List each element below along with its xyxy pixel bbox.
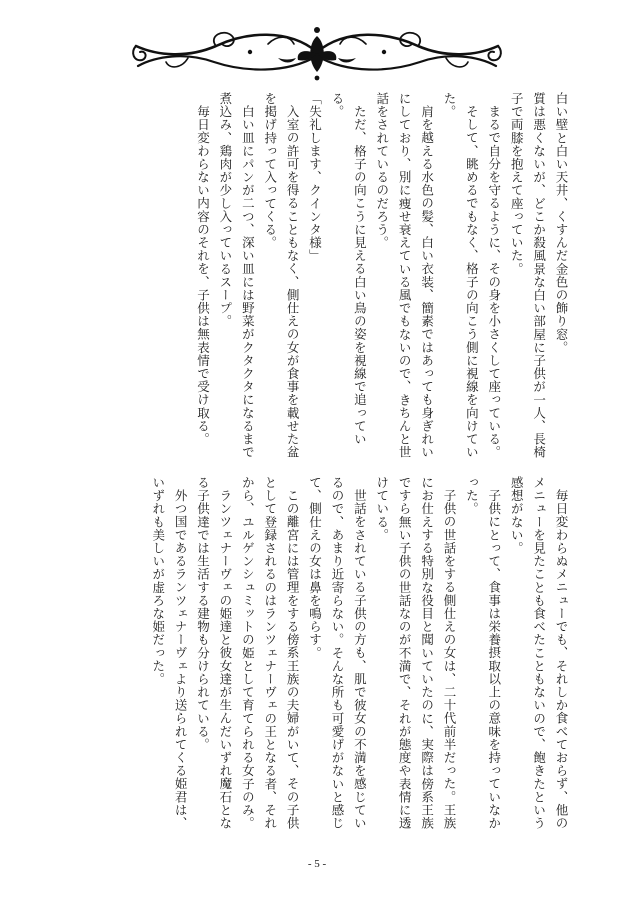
paragraph: 世話をされている子供の方も、肌で彼女の不満を感じているので、あまり近寄らない。そんな所も可愛げがないと感じて、側仕えの女は鼻を鳴らす。	[307, 476, 368, 830]
paragraph: 肩を越える水色の髪、白い衣装、簡素ではあっても身ぎれいにしており、別に痩せ衰えている風でもないので、きちんと世話をされているのだろう。	[374, 92, 435, 459]
paragraph: 白い皿にパンが二つ、深い皿には野菜がクタクタになるまで煮込み、鶏肉が少し入っているスープ。	[217, 92, 256, 459]
paragraph: 子供にとって、食事は栄養摂取以上の意味を持っていなかった。	[464, 476, 502, 830]
paragraph: 外つ国であるランツェナーヴェより送られてくる姫君は、いずれも美しいが虚ろな姫だった。	[150, 476, 189, 830]
paragraph: 毎日変わらない内容のそれを、子供は無表情で受け取る。	[195, 104, 211, 446]
paragraph: 入室の許可を得ることもなく、側仕えの女が食事を載せた盆を掲げ持って入ってくる。	[262, 92, 301, 459]
paragraph: ただ、格子の向こうに見える白い鳥の姿を視線で追っている。	[329, 92, 368, 446]
upper-text-block	[92, 92, 572, 460]
paragraph: 子供の世話をする側仕えの女は、二十代前半だった。王族にお仕えする特別な役目と聞いていたのに、実際は傍系王族ですら無い子供の世話なのが不満で、それが態度や表情に透けている。	[374, 476, 457, 830]
lower-text-block	[72, 476, 572, 840]
paragraph: 白い壁と白い天井、くすんだ金色の飾り窓。	[554, 92, 569, 354]
paragraph: そして、眺めるでもなく、格子の向こう側に視線を向けていた。	[441, 92, 480, 459]
decorative-ornament	[128, 22, 506, 84]
page-number: - 5 -	[307, 858, 327, 870]
paragraph: 毎日変わらぬメニューでも、それしか食べておらず、他のメニューを見たことも食べたこともないので、飽きたという感想がない。	[509, 476, 569, 830]
dialogue-line: 「失礼します、クインタ様」	[307, 92, 323, 263]
paragraph: この離宮には管理をする傍系王族の夫婦がいて、その子供として登録されるのはランツェナーヴェの王となる者、それから、ユルゲンシュミットの姫として育てられる女子のみ。	[240, 476, 301, 830]
paragraph: ランツェナーヴェの姫達と彼女達が生んだいずれ魔石となる子供達では生活する建物も分けられている。	[195, 476, 233, 830]
paragraph: 質は悪くないが、どこか殺風景な白い部屋に子供が一人、長椅子で両膝を抱えて座っていた。	[509, 92, 547, 459]
paragraph: まるで自分を守るように、その身を小さくして座っている。	[486, 104, 502, 459]
